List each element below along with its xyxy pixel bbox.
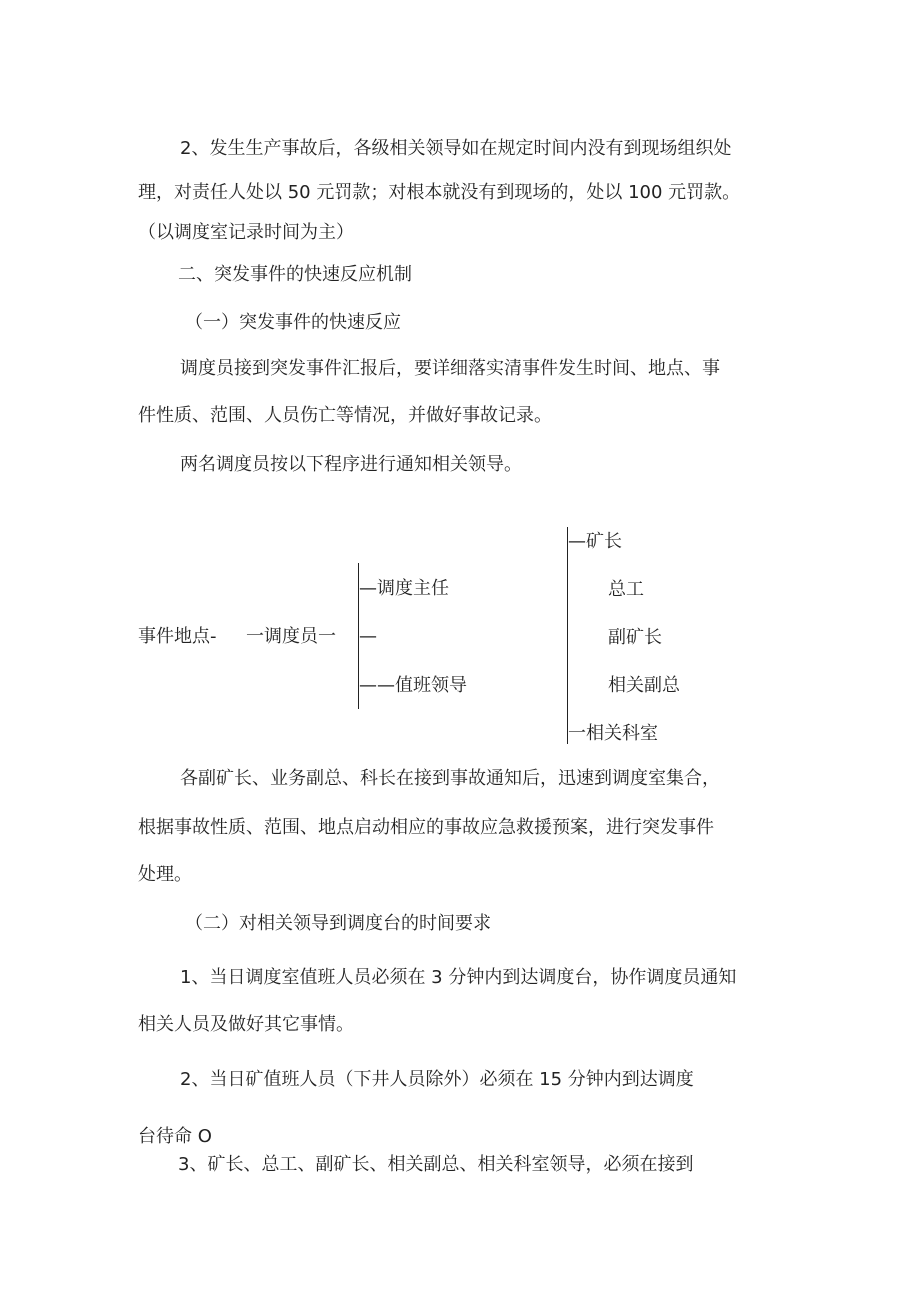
flow-mine-manager: —矿长 (568, 531, 622, 552)
paragraph-line: 根据事故性质、范围、地点启动相应的事故应急救援预案，进行突发事件 (138, 817, 714, 838)
flow-director: —调度主任 (359, 578, 449, 599)
flow-deputy-mine-manager: 副矿长 (608, 627, 662, 648)
paragraph-line: （以调度室记录时间为主） (138, 222, 354, 243)
paragraph-line: 调度员接到突发事件汇报后，要详细落实清事件发生时间、地点、事 (180, 358, 720, 379)
flow-related-deputy: 相关副总 (608, 675, 680, 696)
flow-source: 事件地点- (138, 626, 217, 647)
bracket-line-right (567, 527, 568, 744)
paragraph-line: 两名调度员按以下程序进行通知相关领导。 (180, 454, 522, 475)
paragraph-line: 理，对责任人处以 50 元罚款；对根本就没有到现场的，处以 100 元罚款。 (138, 182, 741, 203)
flow-duty-leader: ——值班领导 (359, 675, 467, 696)
subsection-heading: （一）突发事件的快速反应 (185, 312, 401, 333)
flow-middle-dash: — (359, 626, 377, 647)
list-item-line: 台待命 O (138, 1126, 212, 1147)
paragraph-line: 件性质、范围、人员伤亡等情况，并做好事故记录。 (138, 405, 552, 426)
list-item-line: 1、当日调度室值班人员必须在 3 分钟内到达调度台，协作调度员通知 (180, 967, 737, 988)
flow-chief-engineer: 总工 (608, 579, 644, 600)
list-item-line: 3、矿长、总工、副矿长、相关副总、相关科室领导，必须在接到 (178, 1154, 694, 1175)
paragraph-line: 2、发生生产事故后，各级相关领导如在规定时间内没有到现场组织处 (180, 138, 732, 159)
paragraph-line: 处理。 (138, 864, 192, 885)
flow-dispatcher: 一调度员一 (246, 626, 336, 647)
section-heading: 二、突发事件的快速反应机制 (178, 264, 412, 285)
paragraph-line: 各副矿长、业务副总、科长在接到事故通知后，迅速到调度室集合， (180, 768, 720, 789)
flow-related-department: 一相关科室 (568, 723, 658, 744)
list-item-line: 2、当日矿值班人员（下井人员除外）必须在 15 分钟内到达调度 (180, 1069, 694, 1090)
subsection-heading: （二）对相关领导到调度台的时间要求 (185, 913, 491, 934)
list-item-line: 相关人员及做好其它事情。 (138, 1014, 354, 1035)
